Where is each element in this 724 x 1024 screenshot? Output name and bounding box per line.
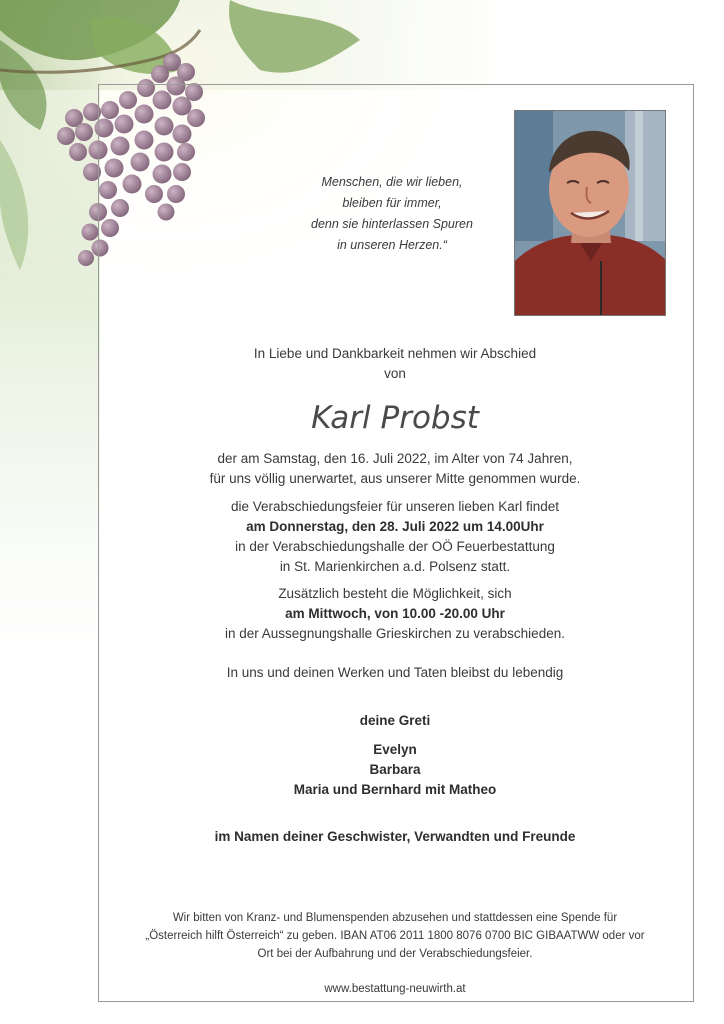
motto-text: In uns und deinen Werken und Taten bleibst du lebendig: [226, 665, 564, 680]
donation-block: [120, 909, 670, 963]
viewing-text: in der Aussegnungshalle Grieskirchen zu verabschieden.: [225, 626, 565, 641]
ceremony-date: am Donnerstag, den 28. Juli 2022 um 14.00Uhr: [246, 519, 544, 534]
website-link[interactable]: www.bestattung-neuwirth.at: [324, 983, 466, 995]
donation-text: Wir bitten von Kranz- und Blumenspenden abzusehen und stattdessen eine Spende für: [172, 912, 618, 924]
death-notice-block: [140, 449, 650, 489]
website-block: [140, 980, 650, 998]
viewing-date: am Mittwoch, von 10.00 -20.00 Uhr: [285, 606, 505, 621]
intro-block: [140, 344, 650, 384]
name-block: [140, 398, 650, 438]
donation-text: Ort bei der Aufbahrung und der Verabschiedungsfeier.: [257, 948, 533, 960]
death-notice-text: für uns völlig unerwartet, aus unserer Mitte genommen wurde.: [209, 471, 581, 486]
portrait-photo: [514, 110, 666, 316]
mourner-child: Barbara: [369, 762, 421, 777]
others-block: [140, 827, 650, 847]
donation-text: „Österreich hilft Österreich“ zu geben. IBAN AT06 2011 1800 8076 0700 BIC GIBAATWW oder vor: [145, 930, 645, 942]
intro-text: In Liebe und Dankbarkeit nehmen wir Abschied: [253, 346, 537, 361]
quote-line: bleiben für immer,: [342, 196, 442, 210]
quote-line: Menschen, die wir lieben,: [321, 175, 463, 189]
intro-text: von: [384, 366, 406, 381]
death-notice-text: der am Samstag, den 16. Juli 2022, im Alter von 74 Jahren,: [217, 451, 573, 466]
quote-line: in unseren Herzen.“: [337, 238, 447, 252]
ceremony-text: die Verabschiedungsfeier für unseren lieben Karl findet: [231, 499, 559, 514]
mourner-others: im Namen deiner Geschwister, Verwandten und Freunde: [214, 829, 576, 844]
ceremony-block: [140, 497, 650, 577]
mourner-spouse: deine Greti: [359, 713, 431, 728]
mourner-child: Evelyn: [373, 742, 417, 757]
ceremony-text: in der Verabschiedungshalle der OÖ Feuerbestattung: [235, 539, 555, 554]
spouse-block: [140, 711, 650, 731]
motto-block: [140, 663, 650, 683]
mourner-child: Maria und Bernhard mit Matheo: [293, 782, 497, 797]
memorial-quote: [292, 172, 492, 256]
viewing-block: [140, 584, 650, 644]
viewing-text: Zusätzlich besteht die Möglichkeit, sich: [278, 586, 512, 601]
deceased-name: Karl Probst: [311, 400, 479, 436]
children-block: [140, 740, 650, 800]
ceremony-text: in St. Marienkirchen a.d. Polsenz statt.: [279, 559, 511, 574]
quote-line: denn sie hinterlassen Spuren: [311, 217, 473, 231]
